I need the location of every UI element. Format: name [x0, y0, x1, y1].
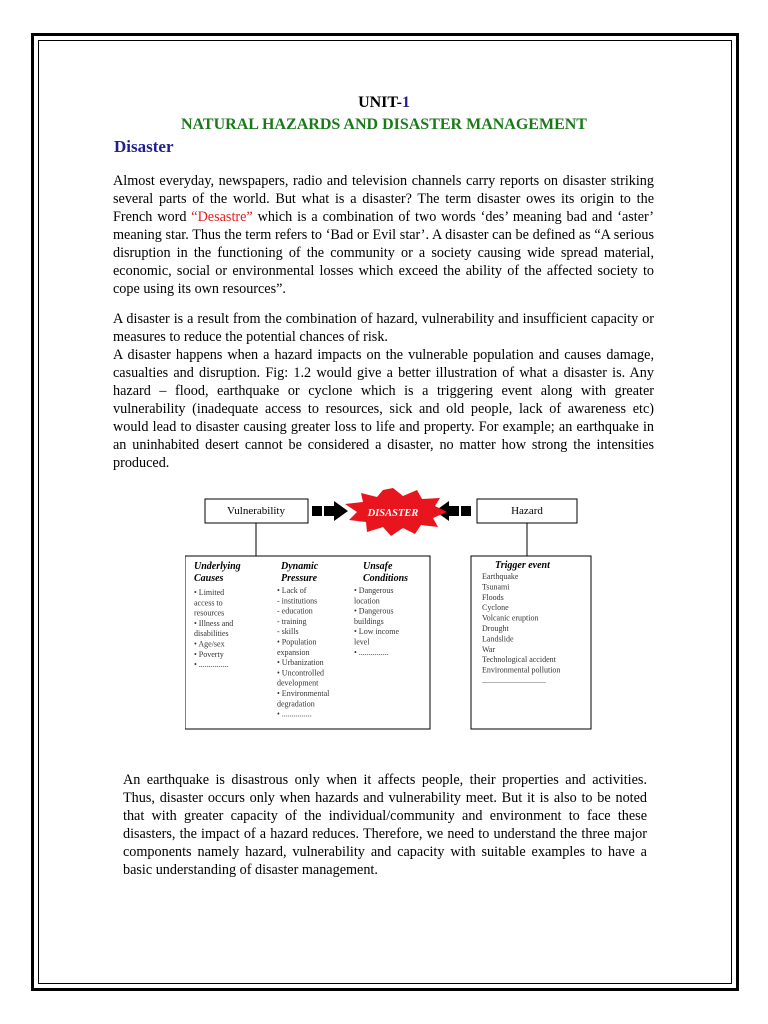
svg-text:Trigger event: Trigger event	[495, 560, 550, 571]
paragraph-definition: Almost everyday, newspapers, radio and television channels carry reports on disaster striking several parts of the world. But what is a disaster? The term disaster owes its origin to the French word “Desastre” which is a combination of two words ‘des’ meaning bad and ‘aster’ meaning star. Thus the term refers to ‘Bad or Evil star’. A disaster can be defined as “A serious disruption in the functioning of the community or a society causing wide spread material, economic, social or environmental losses which exceed the ability of the affected society to cope using its own resources”.	[113, 173, 654, 297]
diagram-list-item: • Lack of	[277, 586, 307, 595]
diagram-list-item: War	[482, 644, 496, 654]
diagram-list-item: Environmental pollution	[482, 665, 561, 675]
svg-text:Conditions: Conditions	[363, 573, 409, 584]
disaster-label: DISASTER	[367, 508, 419, 519]
diagram-list-item: • Limited	[194, 588, 225, 597]
diagram-list-item: • Dangerous	[354, 606, 394, 616]
svg-text:Causes: Causes	[194, 573, 224, 584]
diagram-list-item: - institutions	[277, 596, 318, 606]
diagram-list-item: - training	[277, 616, 307, 626]
diagram-list-item: • Uncontrolled	[277, 668, 325, 678]
svg-text:Unsafe: Unsafe	[363, 561, 393, 572]
diagram-list-item: Earthquake	[482, 572, 519, 581]
diagram-list-item: Landslide	[482, 634, 514, 644]
diagram-list-item: • ...............	[194, 660, 229, 670]
paragraph-impact: A disaster happens when a hazard impacts on the vulnerable population and causes damage, casualties and disruption. Fig: 1.2 would give a better illustration of what a disaster is. Any hazard – flood, earthquake or cyclone which is a triggering event along with greater vulnerability (inadequate access to resources, sick and old people, lack of awareness etc) would lead to disaster causing greater loss to life and property. For example; an earthquake in an uninhabited desert cannot be considered a disaster, no matter how strong the intensities produced.	[113, 347, 654, 471]
diagram-list-item: Drought	[482, 624, 509, 633]
disaster-diagram	[185, 488, 595, 733]
diagram-list-item: • ...............	[277, 709, 312, 719]
svg-text:Underlying: Underlying	[194, 561, 241, 572]
diagram-list-item: • Population	[277, 637, 317, 647]
diagram-list-item: Technological accident	[482, 655, 556, 665]
diagram-list-item: disabilities	[194, 629, 229, 639]
diagram-list-item: - skills	[277, 627, 299, 637]
diagram-list-item: • Dangerous	[354, 586, 394, 595]
diagram-list-item: • Environmental	[277, 689, 330, 698]
section-heading: Disaster	[114, 137, 174, 156]
paragraph-combination: A disaster is a result from the combination of hazard, vulnerability and insufficient capacity or measures to reduce the potential chances of risk.	[113, 311, 654, 345]
diagram-list-item: level	[354, 637, 370, 647]
hazard-label: Hazard	[511, 505, 543, 517]
svg-text:Dynamic: Dynamic	[281, 561, 319, 572]
diagram-list-item: ................................	[482, 676, 546, 685]
page-title: NATURAL HAZARDS AND DISASTER MANAGEMENT	[181, 116, 587, 133]
diagram-list-item: • Illness and	[194, 618, 234, 628]
diagram-list-item: Floods	[482, 592, 504, 602]
diagram-list-item: • ...............	[354, 647, 389, 657]
diagram-list-item: - education	[277, 606, 313, 616]
diagram-list-item: Tsunami	[482, 582, 510, 592]
vulnerability-label: Vulnerability	[227, 505, 285, 517]
diagram-list-item: • Poverty	[194, 649, 224, 659]
diagram-list-item: access to	[194, 598, 223, 608]
diagram-list-item: Cyclone	[482, 603, 509, 613]
arrow-right-icon	[312, 501, 348, 521]
diagram-list-item: development	[277, 678, 319, 688]
diagram-list-item: expansion	[277, 647, 310, 657]
svg-text:Pressure: Pressure	[281, 573, 318, 584]
unit-heading: UNIT-1	[358, 94, 410, 111]
diagram-list-item: • Low income	[354, 627, 400, 637]
diagram-list-item: degradation	[277, 699, 315, 709]
diagram-list-item: • Age/sex	[194, 639, 225, 649]
diagram-list-item: resources	[194, 608, 225, 618]
diagram-list-item: • Urbanization	[277, 658, 324, 668]
diagram-list-item: buildings	[354, 616, 384, 626]
diagram-list-item: Volcanic eruption	[482, 613, 539, 623]
paragraph-conclusion: An earthquake is disastrous only when it affects people, their properties and activities. Thus, disaster occurs only when hazards and vulnerability meet. But it is also to be noted that with greater capacity of the individual/community and environment to face these disasters, the impact of a hazard reduces. Therefore, we need to understand the three major components namely hazard, vulnerability and capacity with suitable examples to have a basic understanding of disaster management.	[123, 772, 647, 878]
diagram-list-item: location	[354, 596, 380, 606]
